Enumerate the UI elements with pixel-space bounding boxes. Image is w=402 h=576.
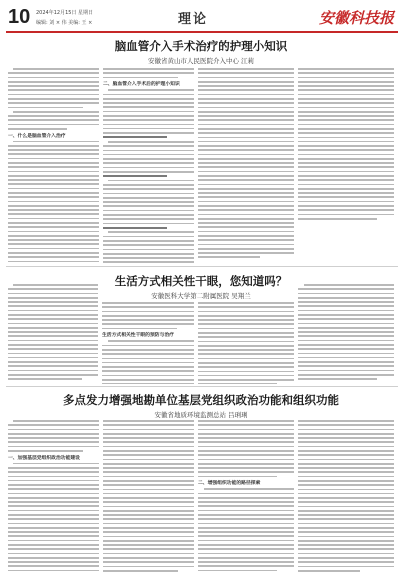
masthead-logo: 安徽科技报 (318, 9, 394, 27)
article-2-column-1 (8, 284, 98, 384)
article-1-column-3 (198, 68, 294, 264)
article-1-title: 脑血管介入手术治疗的护理小知识 (114, 39, 288, 53)
article-2-subhead-1: 生活方式相关性干眼的预防与治疗 (102, 333, 174, 339)
article-1-column-2 (103, 68, 194, 264)
article-3-subhead-1: 一、加强基层党组织政治功能建设 (8, 455, 80, 461)
date-line: 2024年12月15日 星期日 (36, 10, 94, 16)
editor-line: 编辑: 刘 × 伟 美编: 王 × (36, 20, 93, 26)
article-1-column-4 (298, 68, 394, 264)
divider-2 (6, 386, 398, 387)
article-3-column-4 (298, 420, 394, 572)
article-3-column-3 (198, 420, 294, 572)
article-1-subhead-2: 二、脑血管介入手术后的护理小知识 (103, 82, 180, 88)
article-2-column-3 (198, 302, 294, 384)
page-header (6, 5, 398, 33)
divider-1 (6, 266, 398, 267)
article-2-title: 生活方式相关性干眼，您知道吗？ (114, 274, 288, 288)
article-2-author: 安徽医科大学第二附属医院 吴翔兰 (151, 292, 251, 300)
section-title: 理论 (178, 12, 209, 27)
article-1-author: 安徽省黄山市人民医院介入中心 江莉 (147, 57, 255, 65)
article-2-column-4 (298, 284, 394, 384)
article-3-column-2 (103, 420, 194, 572)
article-2-column-2 (102, 302, 194, 384)
article-3-title: 多点发力增强地勘单位基层党组织政治功能和组织功能 (63, 393, 339, 407)
article-1-column-1 (8, 68, 99, 264)
page-number: 10 (8, 6, 31, 28)
article-3-subhead-2: 二、增强组织功能的路径探索 (198, 481, 261, 487)
article-3-author: 安徽省地质环境监测总站 吕琍琍 (154, 411, 248, 419)
article-3-column-1 (8, 420, 99, 572)
article-1-subhead-1: 一、什么是脑血管介入治疗 (8, 133, 66, 139)
